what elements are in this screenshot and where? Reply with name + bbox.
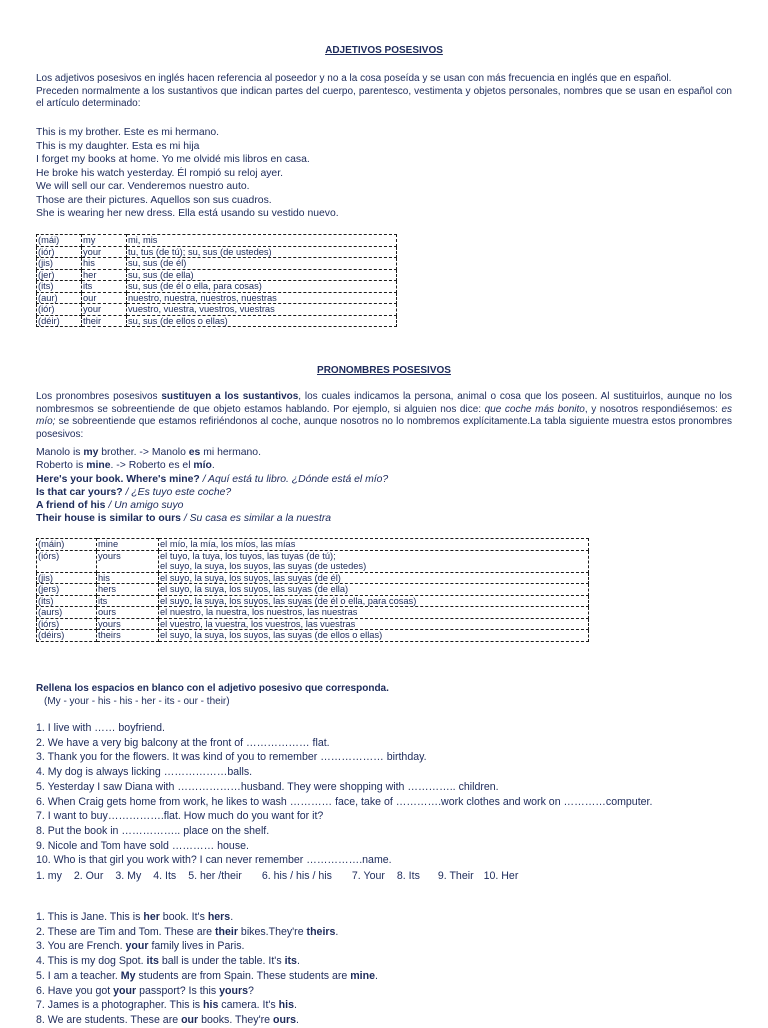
pronunciation-cell: (déirs)	[37, 630, 97, 642]
translation-cell: el vuestro, la vuestra, los vuestros, las vuestras	[159, 618, 589, 630]
text: Manolo is	[36, 447, 84, 458]
example-line: This is my daughter. Esta es mi hija	[36, 140, 200, 152]
table-row	[37, 235, 397, 247]
bold-word: My	[120, 969, 136, 982]
answer: 3. My	[115, 870, 142, 882]
list-item: 6. When Craig gets home from work, he likes to wash ………… face, take of ………….work clothes and work on …………computer.	[36, 795, 653, 808]
translation-line: el tuyo, la tuya, los tuyos, las tuyas (de tú);	[160, 550, 336, 561]
pronouns-table	[36, 538, 589, 642]
italic-text: / Un amigo suyo	[105, 500, 184, 512]
list-item	[36, 998, 378, 1013]
list-item: 4. My dog is always licking ………………balls.	[36, 766, 253, 779]
example-line	[36, 459, 388, 472]
word-cell: theirs	[97, 630, 159, 642]
word-cell: his	[82, 258, 127, 270]
table-row	[37, 539, 589, 551]
list-item: 8. Put the book in …………….. place on the shelf.	[36, 824, 270, 837]
table-row	[37, 572, 589, 584]
translation-cell: vuestro, vuestra, vuestros, vuestras	[127, 304, 397, 316]
bold-word: yours	[219, 984, 249, 997]
bold-text: es	[188, 447, 201, 458]
example-line: I forget my books at home. Yo me olvidé mis libros en casa.	[36, 154, 310, 165]
example-line: He broke his watch yesterday. Él rompió su reloj ayer.	[36, 167, 283, 179]
text: 1. This is Jane. This is	[36, 911, 144, 923]
example-line: We will sell our car. Venderemos nuestro auto.	[36, 181, 250, 192]
bold-word: her	[143, 911, 160, 923]
translation-cell: el suyo, la suya, los suyos, las suyas (de él o ella, para cosas)	[159, 595, 589, 607]
italic-text: / Su casa es similar a la nuestra	[180, 513, 332, 525]
example-line	[36, 499, 388, 512]
answer: 1. my	[36, 870, 62, 882]
text: camera. It's	[218, 999, 279, 1012]
word-cell: hers	[97, 584, 159, 596]
list-item: 7. I want to buy…………….flat. How much do you want for it?	[36, 810, 324, 823]
pronouns-intro	[36, 391, 732, 441]
word-cell: your	[82, 304, 127, 316]
italic-text: / Aquí está tu libro. ¿Dónde está el mío?	[199, 473, 389, 485]
pronunciation-cell: (aur)	[37, 292, 82, 304]
adjectives-title: ADJETIVOS POSESIVOS	[325, 45, 443, 56]
bold-word: our	[181, 1013, 199, 1026]
answer: 6. his / his / his	[261, 870, 332, 882]
example-line: She is wearing her new dress. Ella está usando su vestido nuevo.	[36, 208, 339, 219]
word-cell: their	[82, 315, 127, 327]
bold-word: his	[203, 999, 219, 1012]
example-line	[36, 512, 388, 525]
pronunciation-cell: (jis)	[37, 572, 97, 584]
word-cell: yours	[97, 550, 159, 572]
text: 2. These are Tim and Tom. These are	[36, 925, 216, 938]
pronunciation-cell: (iór)	[37, 304, 82, 316]
word-cell: yours	[97, 618, 159, 630]
adjectives-intro	[36, 73, 732, 111]
bold-word: its	[284, 955, 297, 968]
italic-text: / ¿Es tuyo este coche?	[122, 486, 232, 498]
bold-text: mine	[86, 460, 111, 472]
table-row	[37, 607, 589, 619]
bold-text: Their house is similar to ours	[36, 513, 181, 525]
answer: 7. Your	[351, 870, 385, 882]
table-row	[37, 618, 589, 630]
intro-italic: que coche más bonito	[484, 403, 585, 415]
pronunciation-cell: (déir)	[37, 315, 82, 327]
text: books. They're	[198, 1013, 273, 1026]
bold-word: their	[215, 925, 238, 938]
text: ball is under the table. It's	[158, 955, 285, 968]
intro-bold: sustituyen a los sustantivos	[161, 391, 299, 402]
list-item	[36, 984, 378, 999]
example-line	[36, 446, 388, 459]
pronouns-title: PRONOMBRES POSESIVOS	[317, 365, 451, 376]
intro-text: , y nosotros respondiésemos:	[584, 403, 722, 415]
answer: 4. Its	[153, 870, 177, 882]
text: 4. This is my dog Spot.	[36, 955, 147, 968]
text: book. It's	[159, 911, 208, 923]
pronunciation-cell: (iórs)	[37, 618, 97, 630]
translation-cell: su, sus (de ella)	[127, 269, 397, 281]
bold-word: ours	[273, 1013, 296, 1026]
text: .	[211, 460, 215, 472]
example-line: Those are their pictures. Aquellos son sus cuadros.	[36, 194, 272, 206]
list-item	[36, 925, 378, 940]
translation-cell: el suyo, la suya, los suyos, las suyas (de él)	[159, 572, 589, 584]
translation-cell: el suyo, la suya, los suyos, las suyas (de ellos o ellas)	[159, 630, 589, 642]
bold-text: mío	[193, 460, 212, 472]
bold-word: theirs	[306, 925, 336, 938]
table-row	[37, 269, 397, 281]
translation-cell: el nuestro, la nuestra, los nuestros, las nuestras	[159, 607, 589, 619]
word-cell: my	[82, 235, 127, 247]
pronunciation-cell: (iór)	[37, 246, 82, 258]
list-item	[36, 939, 378, 954]
text: .	[335, 925, 339, 938]
exercise-1-list	[36, 721, 652, 868]
list-item: 9. Nicole and Tom have sold ………… house.	[36, 839, 249, 852]
word-cell: ours	[97, 607, 159, 619]
intro-text: se sobreentiende que estamos refiriéndonos al coche, aunque nosotros no lo nombremos explícitamente.La tabla siguiente muestra estos pronombres posesivos:	[36, 416, 732, 440]
example-line	[36, 486, 388, 499]
intro-text: , los cuales indicamos la persona, animal o cosa que los poseen. Al sustituirlos, aunque no los nombresmos se sobreentiende de que objeto estamos hablando. Por ejemplo, si alguien nos dice:	[36, 391, 732, 415]
word-cell: her	[82, 269, 127, 281]
pronunciation-cell: (its)	[37, 281, 82, 293]
translation-cell: nuestro, nuestra, nuestros, nuestras	[127, 292, 397, 304]
adjectives-table	[36, 234, 397, 327]
exercise-instruction: Rellena los espacios en blanco con el adjetivo posesivo que corresponda.	[36, 683, 389, 694]
bold-word: his	[278, 999, 294, 1012]
text: 3. You are French.	[36, 940, 126, 953]
text: .	[296, 955, 300, 968]
table-row	[37, 246, 397, 258]
table-row	[37, 292, 397, 304]
bold-text: A friend of his	[36, 500, 106, 512]
list-item	[36, 969, 378, 984]
list-item: 2. We have a very big balcony at the front of ……………… flat.	[36, 736, 330, 749]
translation-cell: su, sus (de él)	[127, 258, 397, 270]
text: .	[293, 999, 297, 1012]
pronunciation-cell: (mái)	[37, 235, 82, 247]
word-cell: its	[82, 281, 127, 293]
text: .	[375, 969, 378, 982]
answer: 10. Her	[483, 870, 519, 882]
text: 6. Have you got	[36, 984, 114, 997]
bold-word: its	[146, 955, 159, 968]
table-row	[37, 584, 589, 596]
table-row	[37, 550, 589, 572]
pronunciation-cell: (its)	[37, 595, 97, 607]
text: ?	[248, 984, 254, 997]
translation-cell	[159, 550, 589, 572]
example-line: This is my brother. Este es mi hermano.	[36, 127, 220, 138]
table-row	[37, 281, 397, 293]
bold-text: Here's your book. Where's mine?	[36, 473, 200, 485]
list-item	[36, 954, 378, 969]
answer: 2. Our	[73, 870, 104, 882]
answer-key	[36, 869, 518, 884]
bold-text: Is that car yours?	[36, 486, 123, 498]
exercise-2-list	[36, 910, 378, 1028]
list-item	[36, 910, 378, 925]
table-row	[37, 595, 589, 607]
pronunciation-cell: (jer)	[37, 269, 82, 281]
example-line	[36, 473, 388, 486]
bold-word: your	[113, 984, 137, 997]
list-item: 1. I live with …… boyfriend.	[36, 722, 165, 734]
word-cell: your	[82, 246, 127, 258]
answer: 8. Its	[396, 870, 420, 882]
list-item: 5. Yesterday I saw Diana with ………………husband. They were shopping with ………….. children.	[36, 780, 499, 793]
answer: 5. her /their	[188, 870, 242, 882]
intro-line-1: Los adjetivos posesivos en inglés hacen referencia al poseedor y no a la cosa poseída y se usan con más frecuencia en inglés que en español.	[36, 73, 672, 84]
text: students are from Spain. These students are	[135, 969, 351, 982]
intro-text: Los pronombres posesivos	[36, 391, 162, 402]
translation-cell: el suyo, la suya, los suyos, las suyas (de ella)	[159, 584, 589, 596]
word-cell: our	[82, 292, 127, 304]
text: 7. James is a photographer. This is	[36, 999, 204, 1012]
translation-cell: tu, tus (de tú); su, sus (de ustedes)	[127, 246, 397, 258]
text: family lives in Paris.	[148, 940, 245, 953]
bold-word: hers	[207, 911, 231, 923]
list-item	[36, 1013, 378, 1028]
text: Roberto is	[36, 460, 87, 472]
translation-line: el suyo, la suya, los suyos, las suyas (de ustedes)	[160, 561, 367, 571]
table-row	[37, 630, 589, 642]
table-row	[37, 304, 397, 316]
intro-line-2: Preceden normalmente a los sustantivos que indican partes del cuerpo, parentesco, vestimenta y objetos personales, nombres que se usan en español con el artículo determinado:	[36, 85, 732, 110]
text: .	[295, 1013, 299, 1026]
word-cell: its	[97, 595, 159, 607]
adjectives-examples	[36, 126, 339, 221]
bold-text: my	[83, 447, 99, 458]
list-item: 3. Thank you for the flowers. It was kind of you to remember ……………… birthday.	[36, 751, 427, 764]
text: 8. We are students. These are	[36, 1013, 182, 1026]
text: mi hermano.	[200, 447, 261, 458]
table-row	[37, 258, 397, 270]
translation-cell: su, sus (de ellos o ellas)	[127, 315, 397, 327]
answer: 9. Their	[437, 870, 474, 882]
bold-word: mine	[350, 969, 375, 982]
pronunciation-cell: (aurs)	[37, 607, 97, 619]
word-cell: mine	[97, 539, 159, 551]
text: .	[230, 911, 234, 923]
pronunciation-cell: (jis)	[37, 258, 82, 270]
text: 5. I am a teacher.	[36, 969, 121, 982]
text: passport? Is this	[136, 984, 220, 997]
word-cell: his	[97, 572, 159, 584]
text: bikes.They're	[237, 925, 307, 938]
list-item: 10. Who is that girl you work with? I can never remember …………….name.	[36, 854, 392, 867]
intro-italic: es mío;	[36, 403, 732, 428]
translation-cell: su, sus (de él o ella, para cosas)	[127, 281, 397, 293]
table-row	[37, 315, 397, 327]
translation-cell: mi, mis	[127, 235, 397, 247]
bold-word: your	[125, 940, 149, 953]
pronouns-examples	[36, 446, 388, 526]
pronunciation-cell: (jers)	[37, 584, 97, 596]
text: brother. -> Manolo	[98, 447, 189, 458]
pronunciation-cell: (máin)	[37, 539, 97, 551]
text: . -> Roberto es el	[110, 460, 194, 472]
translation-cell: el mío, la mía, los míos, las mías	[159, 539, 589, 551]
exercise-options: (My - your - his - his - her - its - our - their)	[44, 696, 230, 707]
pronunciation-cell: (iórs)	[37, 550, 97, 572]
